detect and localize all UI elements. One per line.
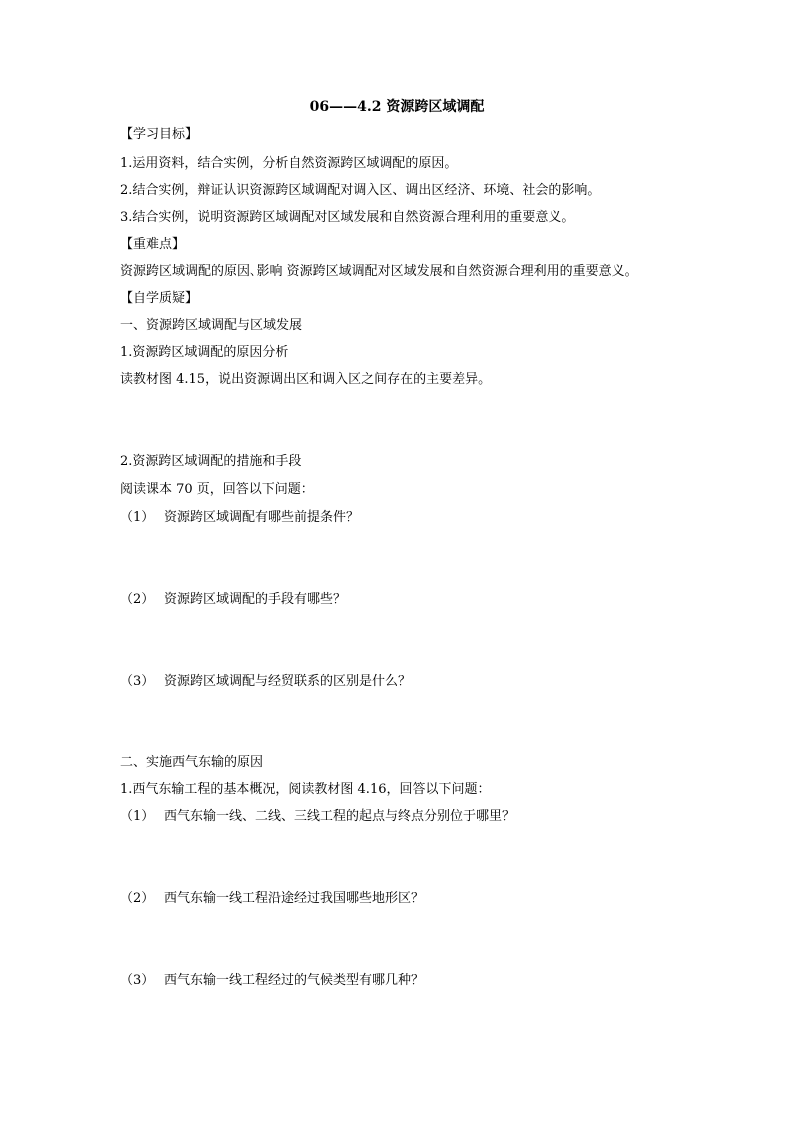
part1-question-1 [120,510,359,526]
part1-instruction-1: 读教材图 4.15，说出资源调出区和调入区之间存在的主要差异。 [120,372,492,387]
question-text: 西气东输一线工程沿途经过我国哪些地形区？ [164,891,425,906]
part1-heading: 一、资源跨区域调配与区域发展 [120,318,303,333]
part2-question-3 [120,973,424,989]
question-number: （2） [120,891,155,906]
part2-question-1 [120,809,515,825]
key-points-text: 资源跨区域调配的原因､影响 资源跨区域调配对区域发展和自然资源合理利用的重要意义。 [120,264,638,279]
document-title: 06——4.2 资源跨区域调配 [309,99,485,115]
question-text: 资源跨区域调配与经贸联系的区别是什么？ [164,674,412,689]
section-heading-self-study: 【自学质疑】 [120,291,199,306]
question-number: （1） [120,510,155,525]
objective-2: 2.结合实例，辩证认识资源跨区域调配对调入区、调出区经济、环境、社会的影响。 [120,183,601,198]
part1-instruction-2: 阅读课本 70 页，回答以下问题： [120,482,314,497]
question-number: （1） [120,809,155,824]
part1-subheading-2: 2.资源跨区域调配的措施和手段 [120,454,302,469]
section-heading-key-points: 【重难点】 [120,237,186,252]
part1-question-2 [120,592,346,608]
question-number: （3） [120,973,155,988]
question-text: 资源跨区域调配有哪些前提条件？ [164,510,360,525]
question-text: 资源跨区域调配的手段有哪些？ [164,592,347,607]
question-number: （2） [120,592,155,607]
part2-question-2 [120,891,424,907]
objective-1: 1.运用资料，结合实例，分析自然资源跨区域调配的原因。 [120,156,458,171]
part2-instruction-1: 1.西气东输工程的基本概况，阅读教材图 4.16，回答以下问题： [120,782,491,797]
section-heading-objectives: 【学习目标】 [120,127,199,142]
part2-heading: 二、实施西气东输的原因 [120,755,264,770]
part1-question-3 [120,674,411,690]
question-number: （3） [120,674,155,689]
question-text: 西气东输一线工程经过的气候类型有哪几种？ [164,973,425,988]
part1-subheading-1: 1.资源跨区域调配的原因分析 [120,345,289,360]
question-text: 西气东输一线、二线、三线工程的起点与终点分别位于哪里？ [164,809,516,824]
objective-3: 3.结合实例，说明资源跨区域调配对区域发展和自然资源合理利用的重要意义。 [120,210,575,225]
